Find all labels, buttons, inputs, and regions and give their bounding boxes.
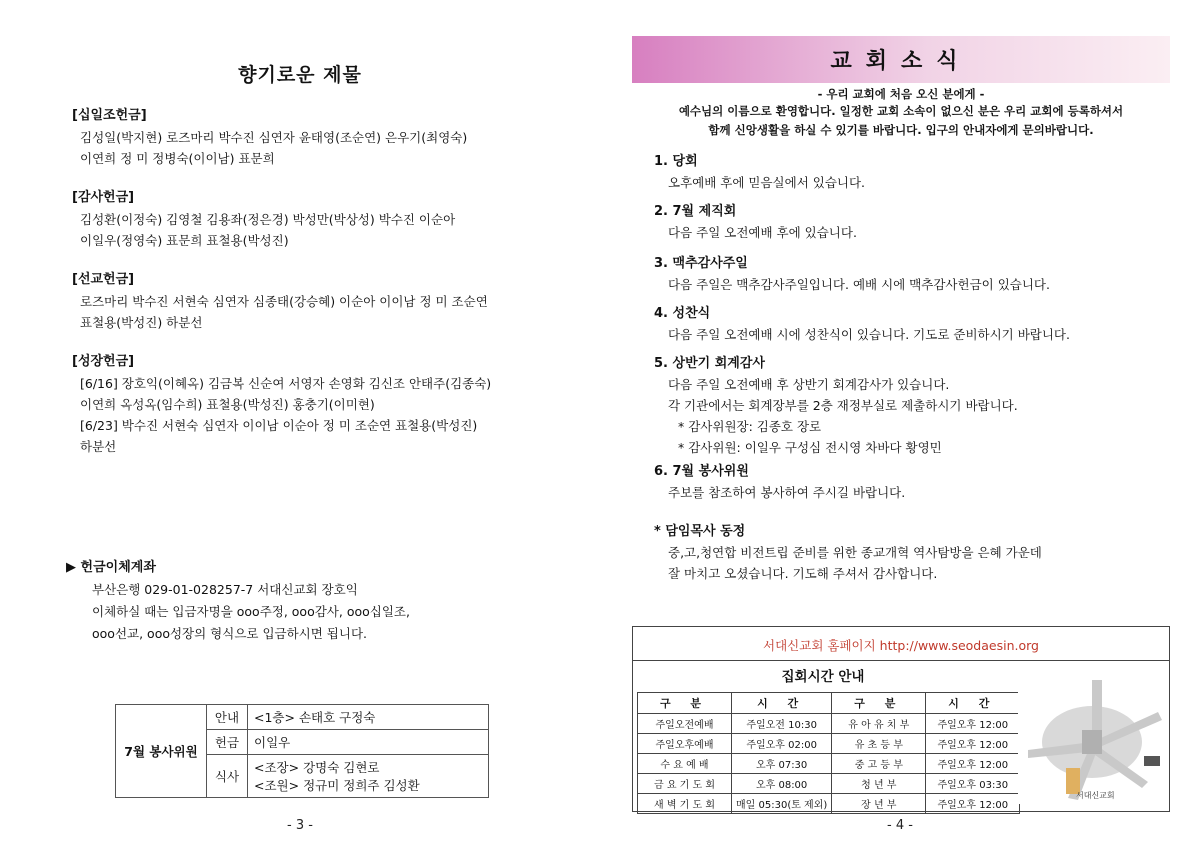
banner-title: 교회소식 xyxy=(830,49,972,74)
news-sub-line: * 감사위원: 이일우 구성심 전시영 차바다 황영민 xyxy=(678,440,942,455)
church-location-map xyxy=(1018,672,1166,804)
transfer-line: ooo선교, ooo성장의 형식으로 입금하시면 됩니다. xyxy=(92,626,368,641)
news-line: 다음 주일은 맥추감사주일입니다. 예배 시에 맥추감사헌금이 있습니다. xyxy=(668,277,1050,292)
schedule-cell: 매일 05:30(토 제외) xyxy=(732,794,832,814)
schedule-header: 구 분 xyxy=(638,693,732,714)
page-number-right: - 4 - xyxy=(887,818,913,833)
news-heading: 5. 상반기 회계감사 xyxy=(654,356,765,371)
schedule-header: 시 간 xyxy=(732,693,832,714)
news-heading: 1. 당회 xyxy=(654,154,698,169)
pastor-news xyxy=(654,522,1174,584)
section-line: [6/16] 장호익(이혜옥) 김금복 신순여 서영자 손영화 김신조 안태주(김종숙) xyxy=(80,376,492,391)
divider xyxy=(633,660,1169,661)
schedule-cell: 주일오후 12:00 xyxy=(926,734,1020,754)
homepage-link[interactable]: 서대신교회 홈페이지 http://www.seodaesin.org xyxy=(763,638,1039,653)
news-line: 주보를 참조하여 봉사하여 주시길 바랍니다. xyxy=(668,485,906,500)
page-title: 향기로운 제물 xyxy=(238,64,362,86)
welcome-message xyxy=(632,86,1170,140)
section-line: 이연희 정 미 정병숙(이이남) 표문희 xyxy=(80,151,275,166)
table-row xyxy=(638,754,1020,774)
transfer-line: 부산은행 029-01-028257-7 서대신교회 장호익 xyxy=(92,582,358,597)
section-line: 이연희 옥성옥(임수희) 표철용(박성진) 홍충기(이미현) xyxy=(80,397,375,412)
news-heading: 2. 7월 제직회 xyxy=(654,204,737,219)
duty-value: <1층> 손태호 구정숙 xyxy=(248,705,489,730)
map-label: 서대신교회 xyxy=(1076,791,1115,800)
duty-value-line: <조원> 정규미 정희주 김성환 xyxy=(254,778,420,793)
schedule-cell: 주일오전예배 xyxy=(638,714,732,734)
news-sub-line: * 감사위원장: 김종호 장로 xyxy=(678,419,822,434)
schedule-cell: 주일오후 02:00 xyxy=(732,734,832,754)
section-heading: [선교헌금] xyxy=(72,272,135,287)
news-item xyxy=(654,152,1174,193)
pastor-heading: * 담임목사 동정 xyxy=(654,524,746,539)
section-heading: [감사헌금] xyxy=(72,190,135,205)
news-line: 오후예배 후에 믿음실에서 있습니다. xyxy=(668,175,866,190)
schedule-cell: 금 요 기 도 회 xyxy=(638,774,732,794)
offering-section-growth xyxy=(72,350,542,457)
offering-section-tithe xyxy=(72,104,542,169)
news-line: 다음 주일 오전예배 후 상반기 회계감사가 있습니다. xyxy=(668,377,950,392)
duty-key: 헌금 xyxy=(207,730,248,755)
schedule-cell: 주일오후 12:00 xyxy=(926,794,1020,814)
transfer-heading: ▶ 헌금이체계좌 xyxy=(66,560,156,575)
table-row xyxy=(638,714,1020,734)
schedule-cell: 오후 07:30 xyxy=(732,754,832,774)
section-line: 김성환(이정숙) 김영철 김용좌(정은경) 박성만(박상성) 박수진 이순아 xyxy=(80,212,456,227)
duty-key: 안내 xyxy=(207,705,248,730)
schedule-cell: 유 초 등 부 xyxy=(832,734,926,754)
schedule-header: 시 간 xyxy=(926,693,1020,714)
worship-schedule-table xyxy=(637,692,1020,814)
offering-section-thanks xyxy=(72,186,542,251)
news-heading: 4. 성찬식 xyxy=(654,306,711,321)
table-row xyxy=(638,734,1020,754)
duty-value-line: <조장> 강명숙 김현로 xyxy=(254,760,380,775)
schedule-cell: 유 아 유 치 부 xyxy=(832,714,926,734)
news-line: 다음 주일 오전예배 후에 있습니다. xyxy=(668,225,857,240)
news-item xyxy=(654,304,1174,345)
duty-value xyxy=(248,755,489,798)
section-heading: [십일조헌금] xyxy=(72,108,147,123)
welcome-heading: - 우리 교회에 처음 오신 분에게 - xyxy=(817,87,985,101)
duty-key: 식사 xyxy=(207,755,248,798)
schedule-cell: 주일오후 12:00 xyxy=(926,714,1020,734)
section-line: 김성일(박지현) 로즈마리 박수진 심연자 윤태영(조순연) 은우기(최영숙) xyxy=(80,130,468,145)
section-line: [6/23] 박수진 서현숙 심연자 이이남 이순아 정 미 조순연 표철용(박성진) xyxy=(80,418,478,433)
schedule-cell: 오후 08:00 xyxy=(732,774,832,794)
news-heading: 3. 맥추감사주일 xyxy=(654,256,748,271)
schedule-cell: 수 요 예 배 xyxy=(638,754,732,774)
schedule-title: 집회시간 안내 xyxy=(781,669,865,685)
pastor-line: 잘 마치고 오셨습니다. 기도해 주셔서 감사합니다. xyxy=(668,566,938,581)
schedule-cell: 장 년 부 xyxy=(832,794,926,814)
schedule-cell: 주일오후 12:00 xyxy=(926,754,1020,774)
news-item xyxy=(654,354,1174,458)
welcome-line: 예수님의 이름으로 환영합니다. 일정한 교회 소속이 없으신 분은 우리 교회에 등록하셔서 xyxy=(678,104,1124,118)
offering-section-mission xyxy=(72,268,542,333)
schedule-cell: 주일오후 03:30 xyxy=(926,774,1020,794)
welcome-line: 함께 신앙생활을 하실 수 있기를 바랍니다. 입구의 안내자에게 문의바랍니다. xyxy=(708,123,1094,137)
page-number-left: - 3 - xyxy=(287,818,313,833)
schedule-cell: 청 년 부 xyxy=(832,774,926,794)
schedule-cell: 주일오전 10:30 xyxy=(732,714,832,734)
news-item xyxy=(654,202,1174,243)
duty-label: 7월 봉사위원 xyxy=(116,705,207,798)
table-row xyxy=(638,774,1020,794)
section-heading: [성장헌금] xyxy=(72,354,135,369)
bank-transfer-info xyxy=(66,556,536,645)
transfer-line: 이체하실 때는 입금자명을 ooo주정, ooo감사, ooo십일조, xyxy=(92,604,410,619)
news-item xyxy=(654,462,1174,503)
news-line: 다음 주일 오전예배 시에 성찬식이 있습니다. 기도로 준비하시기 바랍니다. xyxy=(668,327,1070,342)
news-item xyxy=(654,254,1174,295)
pastor-line: 중,고,청연합 비전트립 준비를 위한 종교개혁 역사탐방을 은혜 가운데 xyxy=(668,545,1042,560)
section-line: 이일우(정영숙) 표문희 표철용(박성진) xyxy=(80,233,289,248)
news-line: 각 기관에서는 회계장부를 2층 재정부실로 제출하시기 바랍니다. xyxy=(668,398,1018,413)
schedule-cell: 새 벽 기 도 회 xyxy=(638,794,732,814)
schedule-header: 구 분 xyxy=(832,693,926,714)
schedule-cell: 주일오후예배 xyxy=(638,734,732,754)
duty-value: 이일우 xyxy=(248,730,489,755)
duty-roster-table xyxy=(115,704,489,798)
section-line: 로즈마리 박수진 서현숙 심연자 심종태(강승혜) 이순아 이이남 정 미 조순연 xyxy=(80,294,488,309)
section-line: 하분선 xyxy=(80,439,117,454)
news-heading: 6. 7월 봉사위원 xyxy=(654,464,749,479)
table-row xyxy=(638,794,1020,814)
schedule-cell: 중 고 등 부 xyxy=(832,754,926,774)
section-line: 표철용(박성진) 하분선 xyxy=(80,315,203,330)
